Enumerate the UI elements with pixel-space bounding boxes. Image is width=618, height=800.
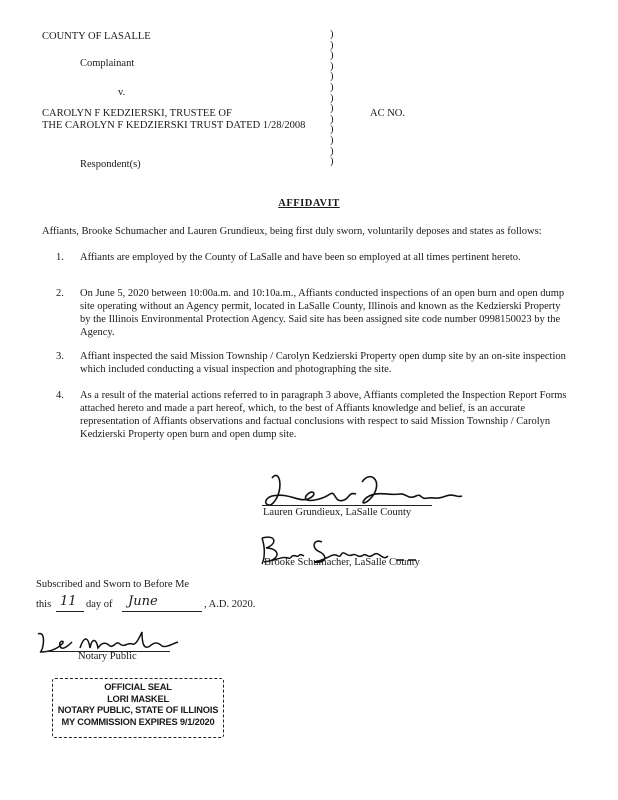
respondent-name-line2: THE CAROLYN F KEDZIERSKI TRUST DATED 1/28/2008: [42, 120, 306, 131]
affiant1-name: Lauren Grundieux, LaSalle County: [263, 507, 412, 518]
seal-line-4: MY COMMISSION EXPIRES 9/1/2020: [61, 716, 215, 727]
respondent-name-line1: CAROLYN F KEDZIERSKI, TRUSTEE OF: [42, 108, 232, 119]
paragraph-4-number: 4.: [56, 390, 64, 401]
seal-line-3: NOTARY PUBLIC, STATE OF ILLINOIS: [57, 705, 219, 715]
versus-label: v.: [118, 87, 126, 98]
paragraph-2-number: 2.: [56, 288, 64, 299]
paragraph-4-text: As a result of the material actions referred to in paragraph 3 above, Affiants completed the Inspection Report Forms attached hereto and made a part hereof, which, to the best of Affiants knowledge and belief, is an accurate representation of Affiants observations and factual conclusions with respect to said Mission Township / Carolyn Kedzierski Property open burn and open dump site.: [80, 390, 567, 441]
paragraph-3-text: Affiant inspected the said Mission Township / Carolyn Kedzierski Property open dump site by an on-site inspection which included conducting a visual inspection and photographing the site.: [80, 351, 566, 376]
paragraph-2-text: On June 5, 2020 between 10:00a.m. and 10:10a.m., Affiants conducted inspections of an open burn and open dump site operating without an Agency permit, located in LaSalle County, Illinois and known as the Kedzierski Property by the Illinois Environmental Protection Agency. Said site has been assigned site code number 0998150023 by the Agency.: [80, 288, 565, 339]
jurat-year: , A.D. 2020.: [204, 599, 256, 610]
intro-paragraph: Affiants, Brooke Schumacher and Lauren Grundieux, being first duly sworn, voluntarily deposes and states as follows:: [42, 226, 542, 237]
paragraph-1-number: 1.: [56, 252, 64, 263]
seal-line-1: OFFICIAL SEAL: [104, 682, 172, 692]
jurat-day-handwritten: 11: [60, 594, 77, 609]
jurat-this: this: [36, 599, 52, 610]
county-label: COUNTY OF LASALLE: [42, 31, 151, 42]
paragraph-3-number: 3.: [56, 351, 64, 362]
seal-line-2: LORI MASKEL: [107, 693, 169, 704]
paragraph-1-text: Affiants are employed by the County of LaSalle and have been so employed at all times pertinent hereto.: [80, 252, 521, 263]
ac-number-label: AC NO.: [370, 108, 406, 119]
notary-public-label: Notary Public: [78, 651, 137, 662]
caption-parentheses: ) ) ) ) ) ) ) ) ) ) ) ) ): [330, 29, 334, 168]
jurat-day-of: day of: [86, 599, 113, 610]
respondents-label: Respondent(s): [80, 159, 141, 170]
jurat-month-handwritten: June: [128, 594, 158, 609]
affiant2-name: Brooke Schumacher, LaSalle County: [264, 557, 420, 568]
official-seal-stamp: [52, 678, 224, 738]
subscribed-text: Subscribed and Sworn to Before Me: [36, 579, 190, 590]
complainant-label: Complainant: [80, 58, 135, 69]
affidavit-title: AFFIDAVIT: [278, 198, 340, 209]
